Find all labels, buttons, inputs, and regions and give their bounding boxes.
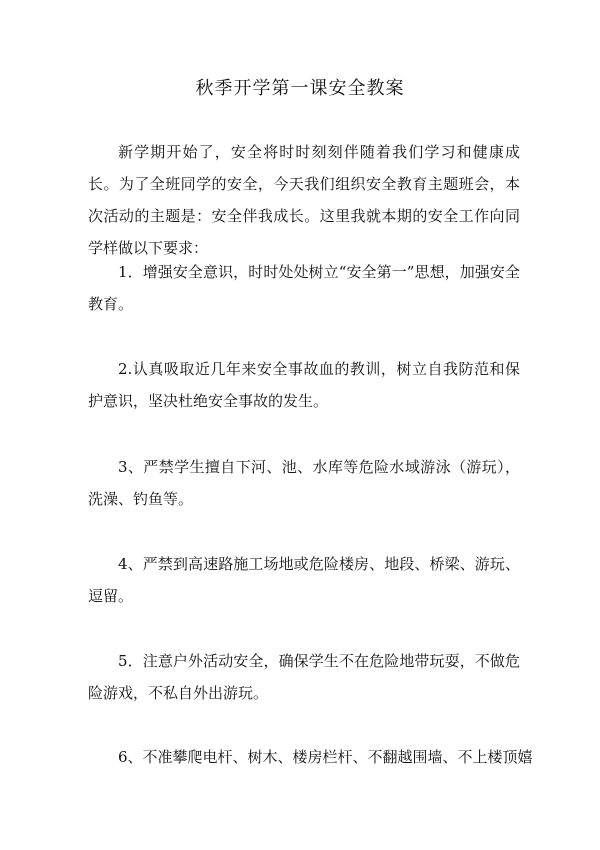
document-title: 秋季开学第一课安全教案: [195, 78, 405, 99]
rule-item-5: 5．注意户外活动安全，确保学生不在危险地带玩耍，不做危险游戏，不私自外出游玩。: [88, 652, 520, 702]
rule-item-3: 3、严禁学生擅自下河、池、水库等危险水域游泳（游玩），洗澡、钓鱼等。: [88, 458, 520, 508]
rule-item-2: 2.认真吸取近几年来安全事故血的教训，树立自我防范和保护意识，坚决杜绝安全事故的发生。: [88, 360, 520, 410]
rule-item-1: 1．增强安全意识，时时处处树立“安全第一”思想，加强安全教育。: [88, 263, 520, 313]
intro-paragraph: 新学期开始了，安全将时时刻刻伴随着我们学习和健康成长。为了全班同学的安全，今天我们组织安全教育主题班会，本次活动的主题是：安全伴我成长。这里我就本期的安全工作向同学样做以下要求：: [88, 143, 520, 257]
rule-item-6: 6、不准攀爬电杆、树木、楼房栏杆、不翻越围墙、不上楼顶嬉: [118, 748, 533, 766]
rule-item-4: 4、严禁到高速路施工场地或危险楼房、地段、桥梁、游玩、逗留。: [88, 555, 520, 605]
